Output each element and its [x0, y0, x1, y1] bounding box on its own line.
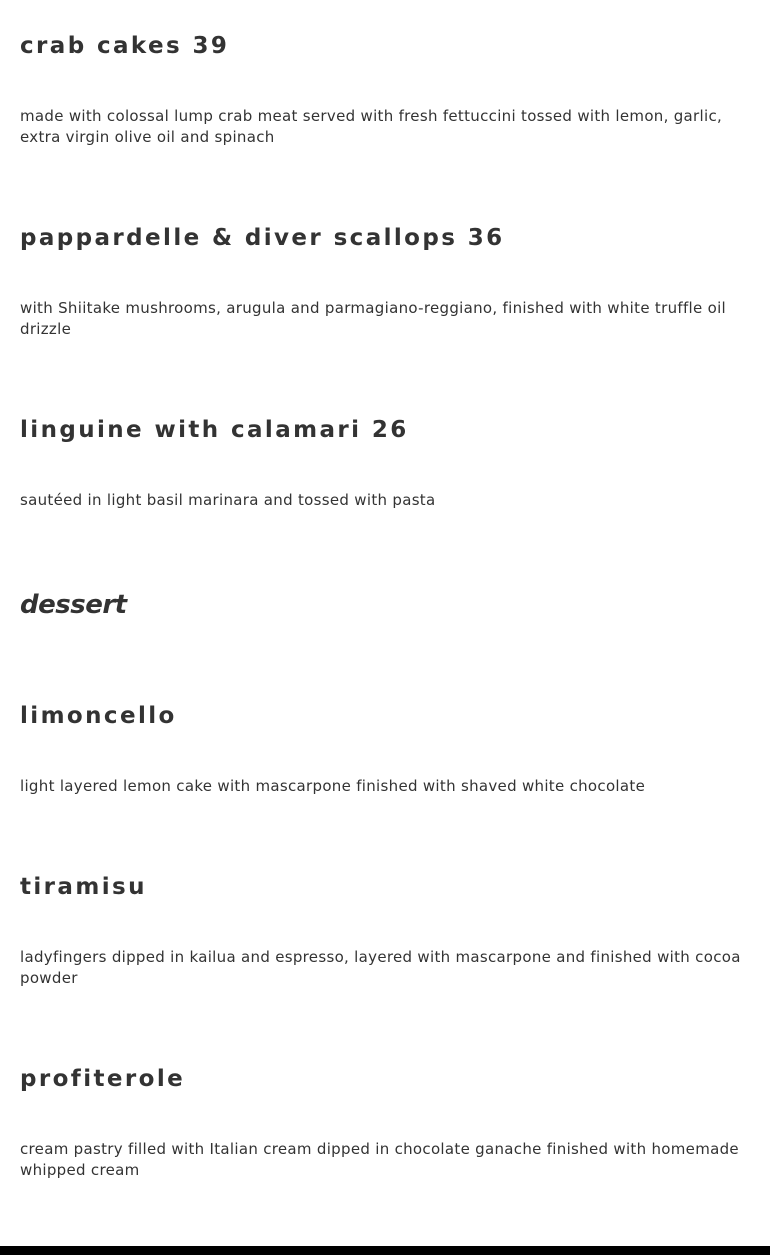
menu-item-linguine	[20, 417, 746, 509]
menu-item-title: profiterole	[20, 1066, 186, 1092]
menu-item-title: crab cakes 39	[20, 33, 230, 59]
menu-item-description: light layered lemon cake with mascarpone finished with shaved white chocolate	[20, 777, 646, 795]
menu-item-title: limoncello	[20, 703, 177, 729]
menu-item-title: linguine with calamari 26	[20, 417, 409, 443]
menu-item-description: cream pastry filled with Italian cream dipped in chocolate ganache finished with homemade whipped cream	[20, 1140, 739, 1179]
menu-item-tiramisu	[20, 874, 746, 987]
menu-item-description: with Shiitake mushrooms, arugula and parmagiano-reggiano, finished with white truffle oil drizzle	[20, 299, 727, 338]
menu-item-title: pappardelle & diver scallops 36	[20, 225, 505, 251]
menu-item-limoncello	[20, 703, 746, 795]
menu-item-title: tiramisu	[20, 874, 147, 900]
section-heading-dessert: dessert	[20, 590, 127, 620]
footer-bar	[0, 1246, 770, 1255]
menu-item-profiterole	[20, 1066, 746, 1179]
menu-item-crab-cakes	[20, 33, 746, 146]
menu-item-description: made with colossal lump crab meat served with fresh fettuccini tossed with lemon, garlic, extra virgin olive oil and spinach	[20, 107, 723, 146]
menu-item-pappardelle	[20, 225, 746, 338]
menu-item-description: ladyfingers dipped in kailua and espresso, layered with mascarpone and finished with cocoa powder	[20, 948, 741, 987]
menu-item-description: sautéed in light basil marinara and tossed with pasta	[20, 491, 436, 509]
